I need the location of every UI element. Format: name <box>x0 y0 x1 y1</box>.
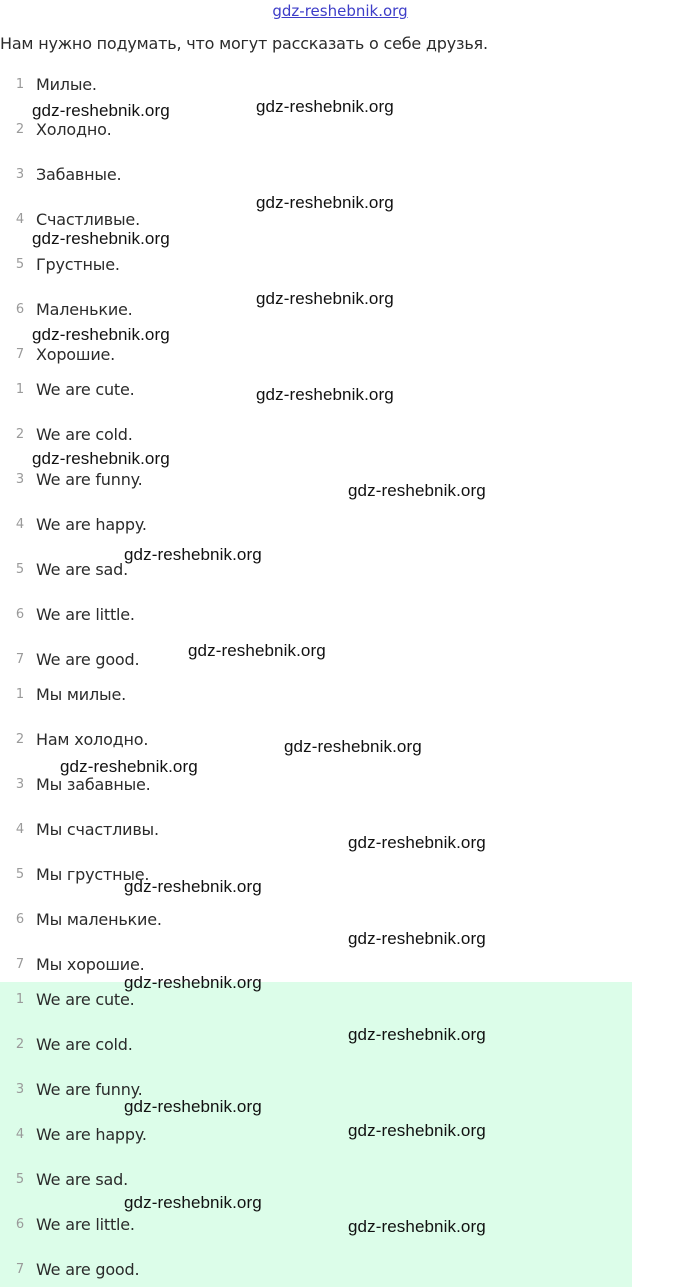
item-number: 5 <box>15 1172 25 1187</box>
task-intro-text: Нам нужно подумать, что могут рассказать о себе друзья. <box>0 34 488 53</box>
item-number: 7 <box>15 1262 25 1277</box>
watermark-text: gdz-reshebnik.org <box>32 101 170 120</box>
item-number: 5 <box>15 257 25 272</box>
item-text: We are good. <box>36 650 140 669</box>
item-number: 1 <box>15 77 25 92</box>
watermark-text: gdz-reshebnik.org <box>32 229 170 248</box>
item-text: Мы хорошие. <box>36 955 145 974</box>
watermark-text: gdz-reshebnik.org <box>60 757 198 776</box>
watermark-text: gdz-reshebnik.org <box>124 877 262 896</box>
item-number: 3 <box>15 472 25 487</box>
watermark-text: gdz-reshebnik.org <box>348 929 486 948</box>
watermark-text: gdz-reshebnik.org <box>256 193 394 212</box>
item-number: 3 <box>15 777 25 792</box>
item-text: We are cute. <box>36 990 135 1009</box>
watermark-text: gdz-reshebnik.org <box>124 545 262 564</box>
item-number: 6 <box>15 607 25 622</box>
item-text: We are funny. <box>36 1080 143 1099</box>
watermark-text: gdz-reshebnik.org <box>256 289 394 308</box>
watermark-text: gdz-reshebnik.org <box>348 1025 486 1044</box>
watermark-text: gdz-reshebnik.org <box>348 481 486 500</box>
item-text: Холодно. <box>36 120 112 139</box>
item-number: 4 <box>15 517 25 532</box>
item-number: 2 <box>15 122 25 137</box>
watermark-text: gdz-reshebnik.org <box>348 833 486 852</box>
item-text: We are cold. <box>36 425 133 444</box>
watermark-text: gdz-reshebnik.org <box>256 385 394 404</box>
watermark-text: gdz-reshebnik.org <box>32 449 170 468</box>
watermark-text: gdz-reshebnik.org <box>124 1193 262 1212</box>
item-text: Хорошие. <box>36 345 116 364</box>
item-number: 3 <box>15 167 25 182</box>
item-number: 6 <box>15 302 25 317</box>
item-text: We are little. <box>36 605 135 624</box>
item-number: 5 <box>15 562 25 577</box>
item-text: We are good. <box>36 1260 140 1279</box>
item-number: 7 <box>15 957 25 972</box>
item-text: We are happy. <box>36 515 147 534</box>
item-number: 6 <box>15 912 25 927</box>
item-text: Милые. <box>36 75 97 94</box>
item-text: Нам холодно. <box>36 730 149 749</box>
item-number: 6 <box>15 1217 25 1232</box>
item-number: 4 <box>15 1127 25 1142</box>
item-text: Мы милые. <box>36 685 126 704</box>
watermark-text: gdz-reshebnik.org <box>348 1217 486 1236</box>
item-number: 2 <box>15 732 25 747</box>
item-text: Мы маленькие. <box>36 910 162 929</box>
item-text: We are sad. <box>36 1170 128 1189</box>
item-number: 4 <box>15 212 25 227</box>
watermark-text: gdz-reshebnik.org <box>124 973 262 992</box>
watermark-text: gdz-reshebnik.org <box>32 325 170 344</box>
item-text: We are sad. <box>36 560 128 579</box>
item-number: 1 <box>15 382 25 397</box>
watermark-text: gdz-reshebnik.org <box>124 1097 262 1116</box>
item-text: Мы счастливы. <box>36 820 159 839</box>
item-number: 1 <box>15 992 25 1007</box>
watermark-text: gdz-reshebnik.org <box>188 641 326 660</box>
item-number: 7 <box>15 652 25 667</box>
item-text: We are cold. <box>36 1035 133 1054</box>
item-number: 7 <box>15 347 25 362</box>
item-number: 2 <box>15 1037 25 1052</box>
item-text: Маленькие. <box>36 300 133 319</box>
item-number: 4 <box>15 822 25 837</box>
item-number: 2 <box>15 427 25 442</box>
item-text: Мы забавные. <box>36 775 151 794</box>
item-text: Забавные. <box>36 165 122 184</box>
item-text: We are cute. <box>36 380 135 399</box>
item-number: 5 <box>15 867 25 882</box>
watermark-text: gdz-reshebnik.org <box>256 97 394 116</box>
item-number: 1 <box>15 687 25 702</box>
item-text: Грустные. <box>36 255 120 274</box>
item-text: Мы грустные. <box>36 865 150 884</box>
watermark-text: gdz-reshebnik.org <box>348 1121 486 1140</box>
site-header-link[interactable]: gdz-reshebnik.org <box>272 2 408 20</box>
item-text: Счастливые. <box>36 210 140 229</box>
watermark-text: gdz-reshebnik.org <box>284 737 422 756</box>
item-text: We are little. <box>36 1215 135 1234</box>
item-number: 3 <box>15 1082 25 1097</box>
item-text: We are funny. <box>36 470 143 489</box>
item-text: We are happy. <box>36 1125 147 1144</box>
